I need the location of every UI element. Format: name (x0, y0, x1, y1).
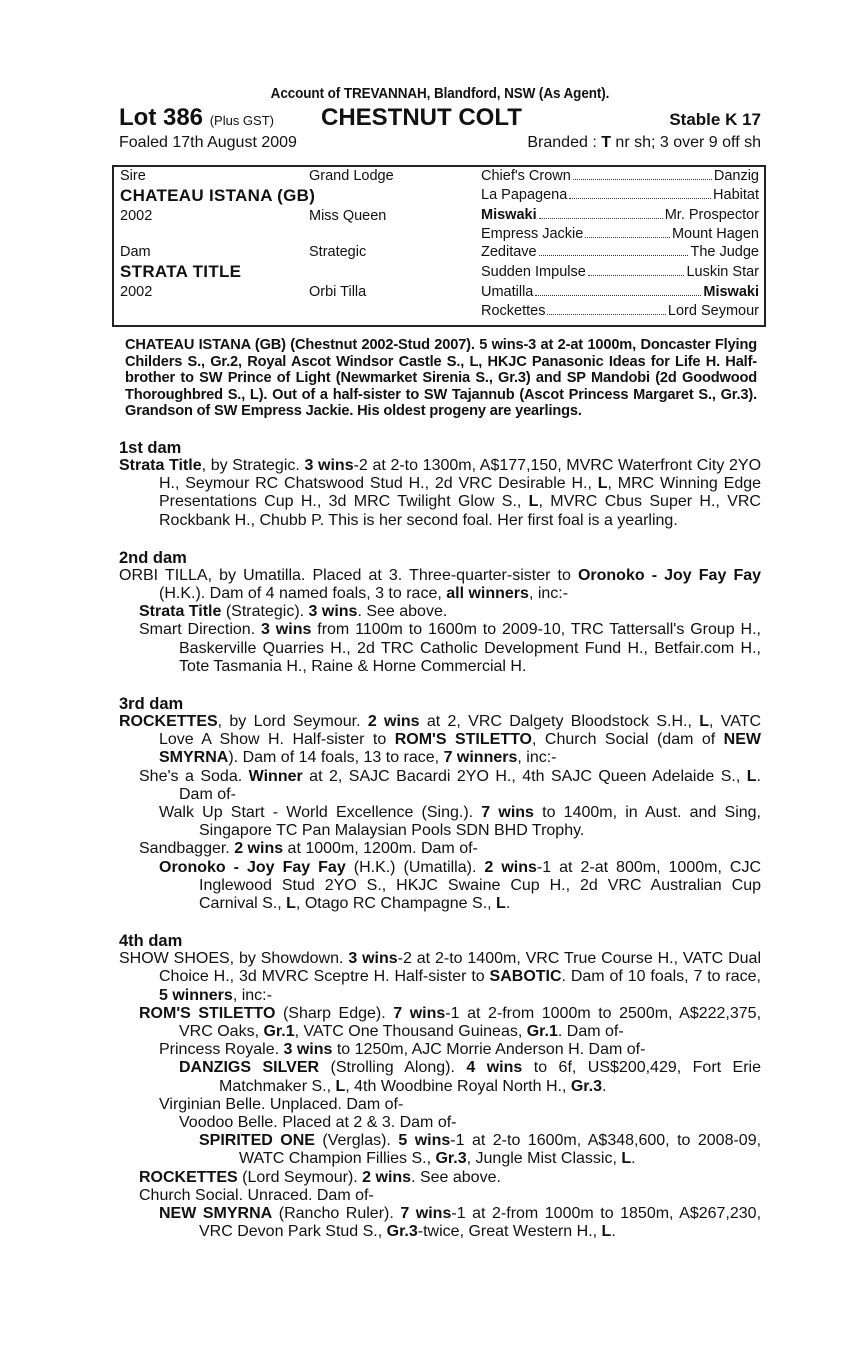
brand-description (527, 134, 761, 152)
dot-leader (588, 264, 685, 276)
ancestor-sire: Habitat (713, 187, 759, 203)
sire-year: 2002 (120, 208, 153, 224)
dot-leader (535, 284, 701, 296)
ancestor-name: La Papagena (481, 187, 568, 203)
ancestor-sire: The Judge (690, 244, 759, 260)
pedigree-table (112, 165, 766, 327)
brand-label: Branded : (527, 134, 602, 151)
progeny-entry: Oronoko - Joy Fay Fay (H.K.) (Umatilla). 2 wins-1 at 2-at 800m, 1000m, CJC Inglewood Stud 2YO S., HKJC Swaine Cup H., 2d VRC Australian Cup Carnival S., L, Otago RC Champagne S., L. (159, 858, 762, 913)
sire-summary: CHATEAU ISTANA (GB) (Chestnut 2002-Stud 2007). 5 wins-3 at 2-at 1000m, Doncaster Flying Childers S., Gr.2, Royal Ascot Windsor Castle S., L, HKJC Panasonic Ideas for Life H. Half-brother to SW Prince of Light (Newmarket Sirenia S., Gr.3) and SP Mandobi (2d Goodwood Thoroughbred S., L). Out of a half-sister to SW Tajannub (Ascot Princess Margaret S., Gr.3). Grandson of SW Empress Jackie. His oldest progeny are yearlings. (125, 337, 757, 420)
section-heading: 4th dam (119, 932, 183, 951)
progeny-entry: Church Social. Unraced. Dam of- (139, 1186, 374, 1204)
ancestor-sire: Danzig (713, 168, 759, 184)
ancestor-name: Empress Jackie (481, 226, 584, 242)
ancestor-row (481, 303, 759, 319)
sire-name: CHATEAU ISTANA (GB) (120, 186, 316, 205)
lot-number (119, 104, 274, 132)
dot-leader (539, 207, 663, 219)
third-dam-section (119, 695, 761, 913)
second-dam-section (119, 549, 761, 676)
ancestor-name: Miswaki (481, 207, 537, 223)
sire-label: Sire (120, 168, 146, 184)
ancestor-name: Umatilla (481, 284, 534, 300)
dot-leader (547, 303, 665, 315)
dot-leader (573, 168, 712, 180)
progeny-entry: Princess Royale. 3 wins to 1250m, AJC Morrie Anderson H. Dam of- (159, 1041, 646, 1059)
progeny-entry: Smart Direction. 3 wins from 1100m to 1600m to 2009-10, TRC Tattersall's Group H., Baskerville Quarries H., 2d TRC Catholic Development Fund H., Betfair.com H., Tote Tasmania H., Raine & Horne Commercial H. (139, 621, 761, 675)
progeny-entry: ROCKETTES (Lord Seymour). 2 wins. See above. (139, 1168, 501, 1186)
progeny-entry: ROM'S STILETTO (Sharp Edge). 7 wins-1 at 2-from 1000m to 2500m, A$222,375, VRC Oaks, Gr.1, VATC One Thousand Guineas, Gr.1. Dam of- (139, 1004, 762, 1041)
ancestor-row (481, 284, 759, 300)
section-heading: 1st dam (119, 438, 182, 457)
dam-entry: ORBI TILLA, by Umatilla. Placed at 3. Three-quarter-sister to Oronoko - Joy Fay Fay (H.K.). Dam of 4 named foals, 3 to race, all winners, inc:- (119, 566, 762, 602)
brand-mark: T (601, 134, 611, 151)
ancestor-name: Chief's Crown (481, 168, 571, 184)
ancestor-sire: Luskin Star (686, 264, 759, 280)
ancestor-row (481, 207, 759, 223)
account-line: Account of TREVANNAH, Blandford, NSW (As Agent). (270, 86, 610, 102)
section-heading: 2nd dam (119, 548, 187, 567)
foaled-date: Foaled 17th August 2009 (119, 134, 297, 151)
ancestor-row (481, 226, 759, 242)
progeny-entry: DANZIGS SILVER (Strolling Along). 4 wins to 6f, US$200,429, Fort Erie Matchmaker S., L, 4th Woodbine Royal North H., Gr.3. (179, 1059, 762, 1095)
dam-sire: Strategic (309, 244, 367, 260)
dam-entry: ROCKETTES, by Lord Seymour. 2 wins at 2, VRC Dalgety Bloodstock S.H., L, VATC Love A Show H. Half-sister to ROM'S STILETTO, Church Social (dam of NEW SMYRNA). Dam of 14 foals, 13 to race, 7 winners, inc:- (119, 713, 762, 767)
progeny-entry: Walk Up Start - World Excellence (Sing.). 7 wins to 1400m, in Aust. and Sing, Singapore TC Pan Malaysian Pools SDN BHD Trophy. (159, 804, 761, 840)
lot-line (119, 104, 761, 134)
dam-entry: Strata Title, by Strategic. 3 wins-2 at 2-to 1300m, A$177,150, MVRC Waterfront City 2YO H., Seymour RC Chatswood Stud H., 2d VRC Desirable H., L, MRC Winning Edge Presentations Cup H., 3d MRC Twilight Glow S., L, MVRC Cbus Super H., VRC Rockbank H., Chubb P. This is her second foal. Her first foal is a yearling. (119, 456, 762, 529)
fourth-dam-section (119, 932, 761, 1241)
ancestor-name: Rockettes (481, 303, 546, 319)
progeny-entry: Sandbagger. 2 wins at 1000m, 1200m. Dam of- (139, 840, 478, 858)
plus-gst: (Plus GST) (209, 113, 274, 128)
dot-leader (585, 226, 670, 238)
ancestor-row (481, 187, 759, 203)
sire-sire: Grand Lodge (309, 168, 394, 184)
ancestor-sire: Mr. Prospector (664, 207, 759, 223)
ancestor-sire: Mount Hagen (671, 226, 759, 242)
lot-label: Lot 386 (119, 104, 204, 131)
progeny-entry: Strata Title (Strategic). 3 wins. See above. (139, 603, 448, 621)
progeny-entry: Voodoo Belle. Placed at 2 & 3. Dam of- (179, 1114, 457, 1132)
dot-leader (569, 187, 711, 199)
first-dam-section (119, 439, 761, 530)
dam-entry: SHOW SHOES, by Showdown. 3 wins-2 at 2-to 1400m, VRC True Course H., VATC Dual Choice H., 3d MVRC Sceptre H. Half-sister to SABOTIC. Dam of 10 foals, 7 to race, 5 winners, inc:- (119, 950, 761, 1004)
sire-dam: Miss Queen (309, 208, 387, 224)
horse-title: CHESTNUT COLT (321, 104, 522, 131)
dam-label: Dam (120, 244, 151, 260)
ancestor-name: Sudden Impulse (481, 264, 586, 280)
ancestor-row (481, 244, 759, 260)
section-heading: 3rd dam (119, 695, 184, 713)
progeny-entry: NEW SMYRNA (Rancho Ruler). 7 wins-1 at 2-from 1000m to 1850m, A$267,230, VRC Devon Park Stud S., Gr.3-twice, Great Western H., L. (159, 1205, 762, 1241)
ancestor-row (481, 264, 759, 280)
ancestor-row (481, 168, 759, 184)
brand-rest: nr sh; 3 over 9 off sh (610, 134, 761, 151)
progeny-entry: SPIRITED ONE (Verglas). 5 wins-1 at 2-to 1600m, A$348,600, to 2008-09, WATC Champion Fillies S., Gr.3, Jungle Mist Classic, L. (199, 1132, 762, 1168)
progeny-entry: Virginian Belle. Unplaced. Dam of- (159, 1095, 404, 1113)
foaled-line (119, 134, 761, 156)
catalogue-page (119, 86, 761, 1241)
dam-name: STRATA TITLE (120, 262, 242, 281)
dam-dam: Orbi Tilla (309, 284, 367, 300)
ancestor-name: Zeditave (481, 244, 537, 260)
ancestor-sire: Lord Seymour (667, 303, 759, 319)
dot-leader (539, 244, 689, 256)
ancestor-sire: Miswaki (703, 284, 759, 300)
dam-year: 2002 (120, 284, 153, 300)
progeny-entry: She's a Soda. Winner at 2, SAJC Bacardi 2YO H., 4th SAJC Queen Adelaide S., L. Dam of- (139, 767, 761, 803)
stable-label: Stable K 17 (669, 110, 761, 129)
